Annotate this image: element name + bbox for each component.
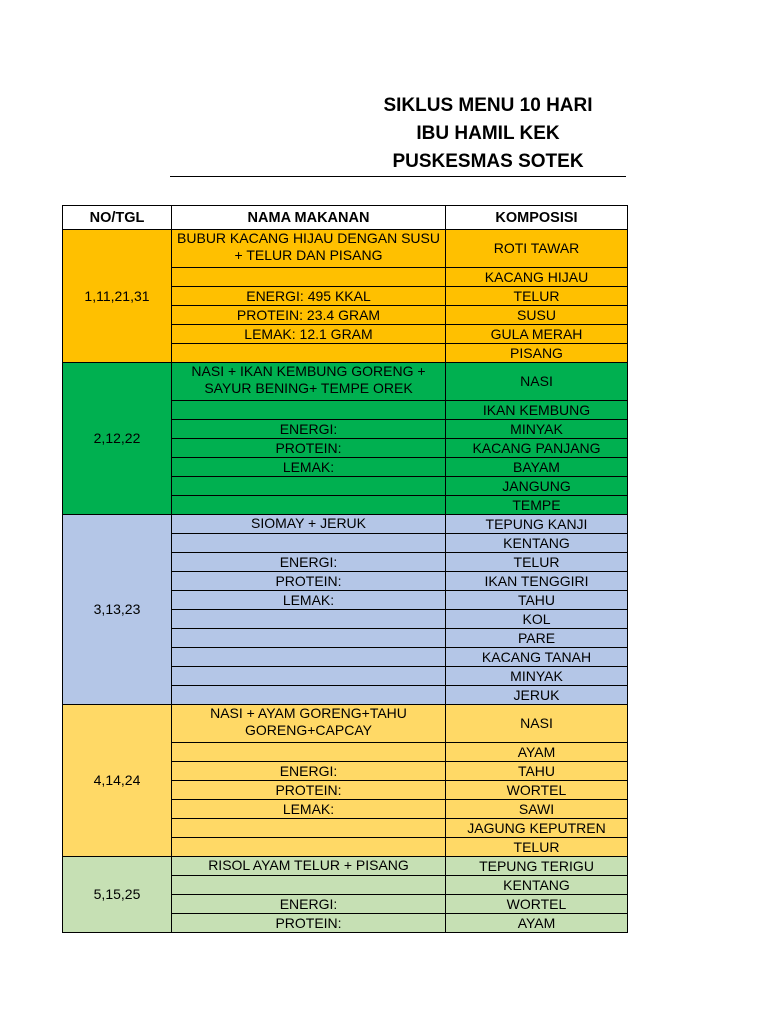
nutrition-cell: ENERGI: 495 KKAL [172, 287, 446, 306]
nutrition-cell: ENERGI: [172, 553, 446, 572]
menu-name: NASI + AYAM GORENG+TAHU GORENG+CAPCAY [172, 705, 446, 743]
header-komposisi: KOMPOSISI [446, 206, 628, 230]
nutrition-cell: PROTEIN: [172, 914, 446, 933]
nutrition-cell [172, 819, 446, 838]
nutrition-cell [172, 534, 446, 553]
group-number: 5,15,25 [63, 857, 172, 933]
komposisi-cell: KACANG PANJANG [446, 439, 628, 458]
menu-name: BUBUR KACANG HIJAU DENGAN SUSU + TELUR DAN PISANG [172, 230, 446, 268]
komposisi-cell: MINYAK [446, 667, 628, 686]
komposisi-cell: SUSU [446, 306, 628, 325]
nutrition-cell [172, 477, 446, 496]
komposisi-cell: TAHU [446, 762, 628, 781]
table-row [63, 230, 628, 268]
nutrition-cell: LEMAK: [172, 591, 446, 610]
komposisi-cell: WORTEL [446, 781, 628, 800]
komposisi-cell: BAYAM [446, 458, 628, 477]
nutrition-cell [172, 667, 446, 686]
komposisi-cell: PARE [446, 629, 628, 648]
document-title [300, 92, 676, 176]
nutrition-cell: ENERGI: [172, 420, 446, 439]
group-number: 3,13,23 [63, 515, 172, 705]
table-row [63, 515, 628, 534]
nutrition-cell [172, 686, 446, 705]
nutrition-cell [172, 401, 446, 420]
header-row [63, 206, 628, 230]
table-row [63, 857, 628, 876]
nutrition-cell [172, 838, 446, 857]
nutrition-cell: LEMAK: 12.1 GRAM [172, 325, 446, 344]
group-number: 4,14,24 [63, 705, 172, 857]
group-number: 2,12,22 [63, 363, 172, 515]
komposisi-cell: WORTEL [446, 895, 628, 914]
komposisi-cell: TELUR [446, 287, 628, 306]
nutrition-cell: PROTEIN: [172, 439, 446, 458]
komposisi-cell: KENTANG [446, 876, 628, 895]
nutrition-cell [172, 268, 446, 287]
table-row [63, 363, 628, 401]
group-number: 1,11,21,31 [63, 230, 172, 363]
komposisi-cell: TELUR [446, 838, 628, 857]
nutrition-cell [172, 876, 446, 895]
nutrition-cell: PROTEIN: 23.4 GRAM [172, 306, 446, 325]
komposisi-cell: KOL [446, 610, 628, 629]
nutrition-cell: ENERGI: [172, 762, 446, 781]
table-row [63, 705, 628, 743]
komposisi-cell: GULA MERAH [446, 325, 628, 344]
komposisi-cell: KACANG HIJAU [446, 268, 628, 287]
nutrition-cell [172, 496, 446, 515]
komposisi-cell: AYAM [446, 914, 628, 933]
menu-name: SIOMAY + JERUK [172, 515, 446, 534]
komposisi-cell: KACANG TANAH [446, 648, 628, 667]
komposisi-cell: TELUR [446, 553, 628, 572]
komposisi-cell: MINYAK [446, 420, 628, 439]
nutrition-cell: PROTEIN: [172, 781, 446, 800]
menu-name: RISOL AYAM TELUR + PISANG [172, 857, 446, 876]
komposisi-cell: TEMPE [446, 496, 628, 515]
komposisi-cell: TEPUNG TERIGU [446, 857, 628, 876]
menu-name: NASI + IKAN KEMBUNG GORENG + SAYUR BENING+ TEMPE OREK [172, 363, 446, 401]
komposisi-cell: IKAN KEMBUNG [446, 401, 628, 420]
nutrition-cell [172, 344, 446, 363]
komposisi-cell: SAWI [446, 800, 628, 819]
komposisi-cell: IKAN TENGGIRI [446, 572, 628, 591]
nutrition-cell [172, 648, 446, 667]
nutrition-cell: ENERGI: [172, 895, 446, 914]
komposisi-cell: NASI [446, 363, 628, 401]
komposisi-cell: JAGUNG KEPUTREN [446, 819, 628, 838]
komposisi-cell: JANGUNG [446, 477, 628, 496]
nutrition-cell: LEMAK: [172, 458, 446, 477]
komposisi-cell: JERUK [446, 686, 628, 705]
title-line-2: IBU HAMIL KEK [416, 123, 560, 144]
nutrition-cell [172, 743, 446, 762]
komposisi-cell: KENTANG [446, 534, 628, 553]
menu-table [62, 205, 628, 933]
komposisi-cell: TEPUNG KANJI [446, 515, 628, 534]
komposisi-cell: TAHU [446, 591, 628, 610]
komposisi-cell: PISANG [446, 344, 628, 363]
nutrition-cell: PROTEIN: [172, 572, 446, 591]
komposisi-cell: NASI [446, 705, 628, 743]
header-nama: NAMA MAKANAN [172, 206, 446, 230]
title-line-3: PUSKESMAS SOTEK [392, 151, 584, 172]
komposisi-cell: ROTI TAWAR [446, 230, 628, 268]
nutrition-cell: LEMAK: [172, 800, 446, 819]
title-underline [170, 176, 626, 177]
komposisi-cell: AYAM [446, 743, 628, 762]
header-no: NO/TGL [63, 206, 172, 230]
nutrition-cell [172, 610, 446, 629]
title-line-1: SIKLUS MENU 10 HARI [383, 95, 593, 116]
nutrition-cell [172, 629, 446, 648]
